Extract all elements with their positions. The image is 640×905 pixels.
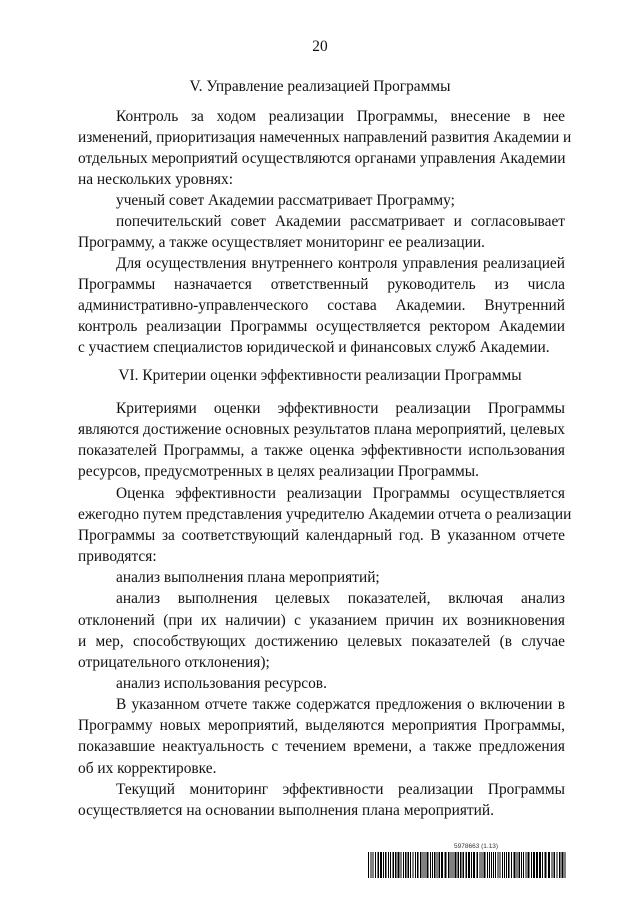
section-5-heading: V. Управление реализацией Программы [189, 78, 451, 95]
text-line: Критериями оценки эффективности реализации Программы [116, 400, 565, 417]
text-line: контроль реализации Программы осуществляется ректором Академии [78, 318, 565, 335]
text-line: отдельных мероприятий осуществляются органами управления Академии [78, 150, 566, 167]
text-line: Контроль за ходом реализации Программы, внесение в нее [116, 108, 565, 125]
text-line: ученый совет Академии рассматривает Программу; [116, 192, 455, 209]
text-line: на нескольких уровнях: [78, 171, 233, 188]
text-line: анализ использования ресурсов. [116, 674, 327, 692]
text-line: являются достижение основных результатов плана мероприятий, целевых [78, 421, 565, 439]
text-line: показавшие неактуальность с течением времени, а также предложения [78, 738, 565, 756]
text-line: отклонений (при их наличии) с указанием причин их возникновения [78, 611, 565, 629]
text-line: Текущий мониторинг эффективности реализации Программы [116, 780, 565, 798]
text-line: об их корректировке. [78, 759, 217, 777]
text-line: ежегодно путем представления учредителю Академии отчета о реализации [78, 505, 572, 523]
text-line: осуществляется на основании выполнения плана мероприятий. [78, 801, 494, 819]
text-line: с участием специалистов юридической и финансовых служб Академии. [78, 339, 550, 356]
text-line: Программы за соответствующий календарный год. В указанном отчете [78, 526, 565, 544]
text-line: ресурсов, предусмотренных в целях реализации Программы. [78, 463, 479, 481]
barcode [368, 852, 568, 878]
text-line: анализ выполнения плана мероприятий; [116, 569, 380, 587]
text-line: Программу, а также осуществляет мониторинг ее реализации. [78, 234, 485, 251]
text-line: и мер, способствующих достижению целевых показателей (в случае [78, 632, 565, 650]
text-line: показателей Программы, а также оценка эффективности использования [78, 442, 565, 460]
text-line: В указанном отчете также содержатся предложения о включении в [116, 696, 565, 714]
text-line: попечительский совет Академии рассматривает и согласовывает [116, 213, 565, 230]
text-line: Оценка эффективности реализации Программы осуществляется [116, 484, 565, 502]
text-line: отрицательного отклонения); [78, 653, 270, 671]
text-line: административно-управленческого состава Академии. Внутренний [78, 297, 565, 314]
text-line: анализ выполнения целевых показателей, включая анализ [116, 590, 565, 608]
text-line: приводятся: [78, 548, 157, 566]
text-line: изменений, приоритизация намеченных направлений развития Академии и [78, 129, 572, 146]
text-line: Программу новых мероприятий, выделяются мероприятия Программы, [78, 717, 565, 735]
page-number: 20 [312, 38, 328, 55]
text-line: Для осуществления внутреннего контроля управления реализацией [116, 255, 565, 272]
document-stamp: 5978663 (1.13) [454, 843, 499, 850]
section-6-heading: VI. Критерии оценки эффективности реализации Программы [118, 367, 522, 384]
text-line: Программы назначается ответственный руководитель из числа [78, 276, 565, 293]
